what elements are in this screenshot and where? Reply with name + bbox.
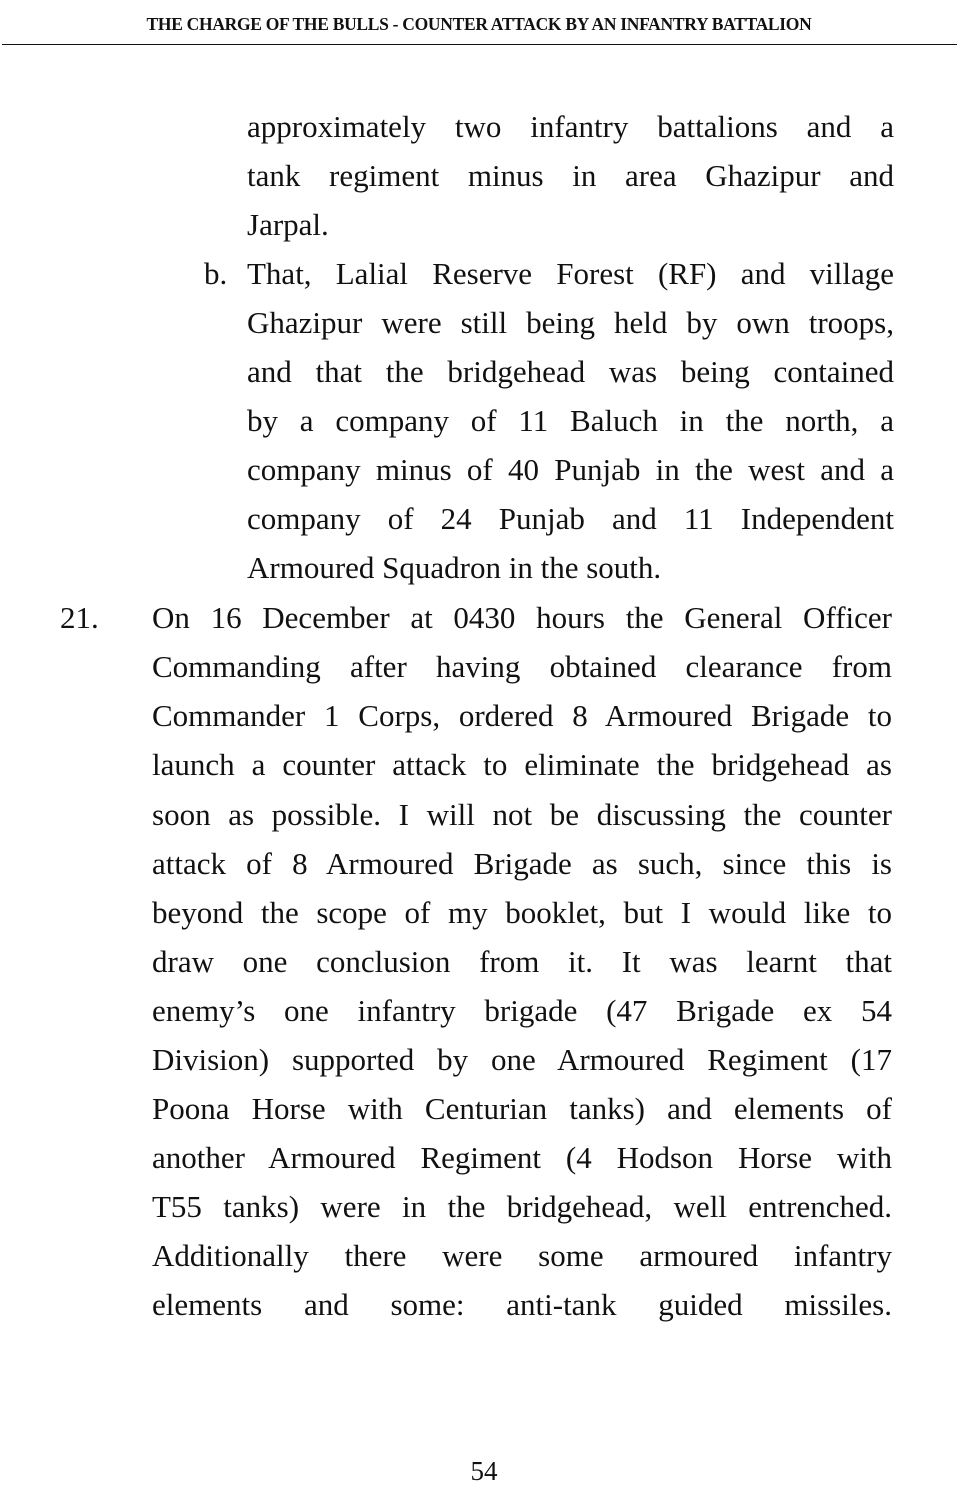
text-line: tank regiment minus in area Ghazipur and [247, 158, 894, 193]
text-line: beyond the scope of my booklet, but I would like to [152, 895, 892, 930]
text-line: Division) supported by one Armoured Regiment (17 [152, 1042, 892, 1077]
text-line: approximately two infantry battalions and a [247, 109, 894, 144]
text-line: Ghazipur were still being held by own troops, [247, 305, 894, 340]
text-line: On 16 December at 0430 hours the General Officer [152, 600, 892, 635]
page-number: 54 [470, 1456, 498, 1486]
list-marker: b. [204, 256, 228, 291]
text-line: Commander 1 Corps, ordered 8 Armoured Brigade to [152, 698, 892, 733]
text-line: company minus of 40 Punjab in the west and a [247, 452, 894, 487]
running-header: THE CHARGE OF THE BULLS - COUNTER ATTACK BY AN INFANTRY BATTALION [146, 14, 812, 34]
text-line: launch a counter attack to eliminate the bridgehead as [152, 747, 892, 782]
text-line: and that the bridgehead was being contained [247, 354, 894, 389]
text-line: attack of 8 Armoured Brigade as such, since this is [152, 846, 892, 881]
text-line: by a company of 11 Baluch in the north, a [247, 403, 894, 438]
text-line: enemy’s one infantry brigade (47 Brigade ex 54 [152, 993, 892, 1028]
text-line: soon as possible. I will not be discussing the counter [152, 797, 892, 832]
text-line: draw one conclusion from it. It was learnt that [152, 944, 892, 979]
paragraph-number: 21. [60, 600, 99, 635]
text-line: That, Lalial Reserve Forest (RF) and village [247, 256, 894, 291]
text-line: Commanding after having obtained clearance from [152, 649, 892, 684]
text-line: elements and some: anti-tank guided missiles. [152, 1287, 892, 1322]
text-line: another Armoured Regiment (4 Hodson Horse with [152, 1140, 892, 1175]
text-line: Armoured Squadron in the south. [247, 550, 662, 585]
text-line: Additionally there were some armoured infantry [152, 1238, 892, 1273]
text-line: Poona Horse with Centurian tanks) and elements of [152, 1091, 892, 1126]
text-line: Jarpal. [247, 207, 329, 242]
text-line: T55 tanks) were in the bridgehead, well entrenched. [152, 1189, 892, 1224]
header-rule [2, 44, 957, 45]
text-line: company of 24 Punjab and 11 Independent [247, 501, 894, 536]
